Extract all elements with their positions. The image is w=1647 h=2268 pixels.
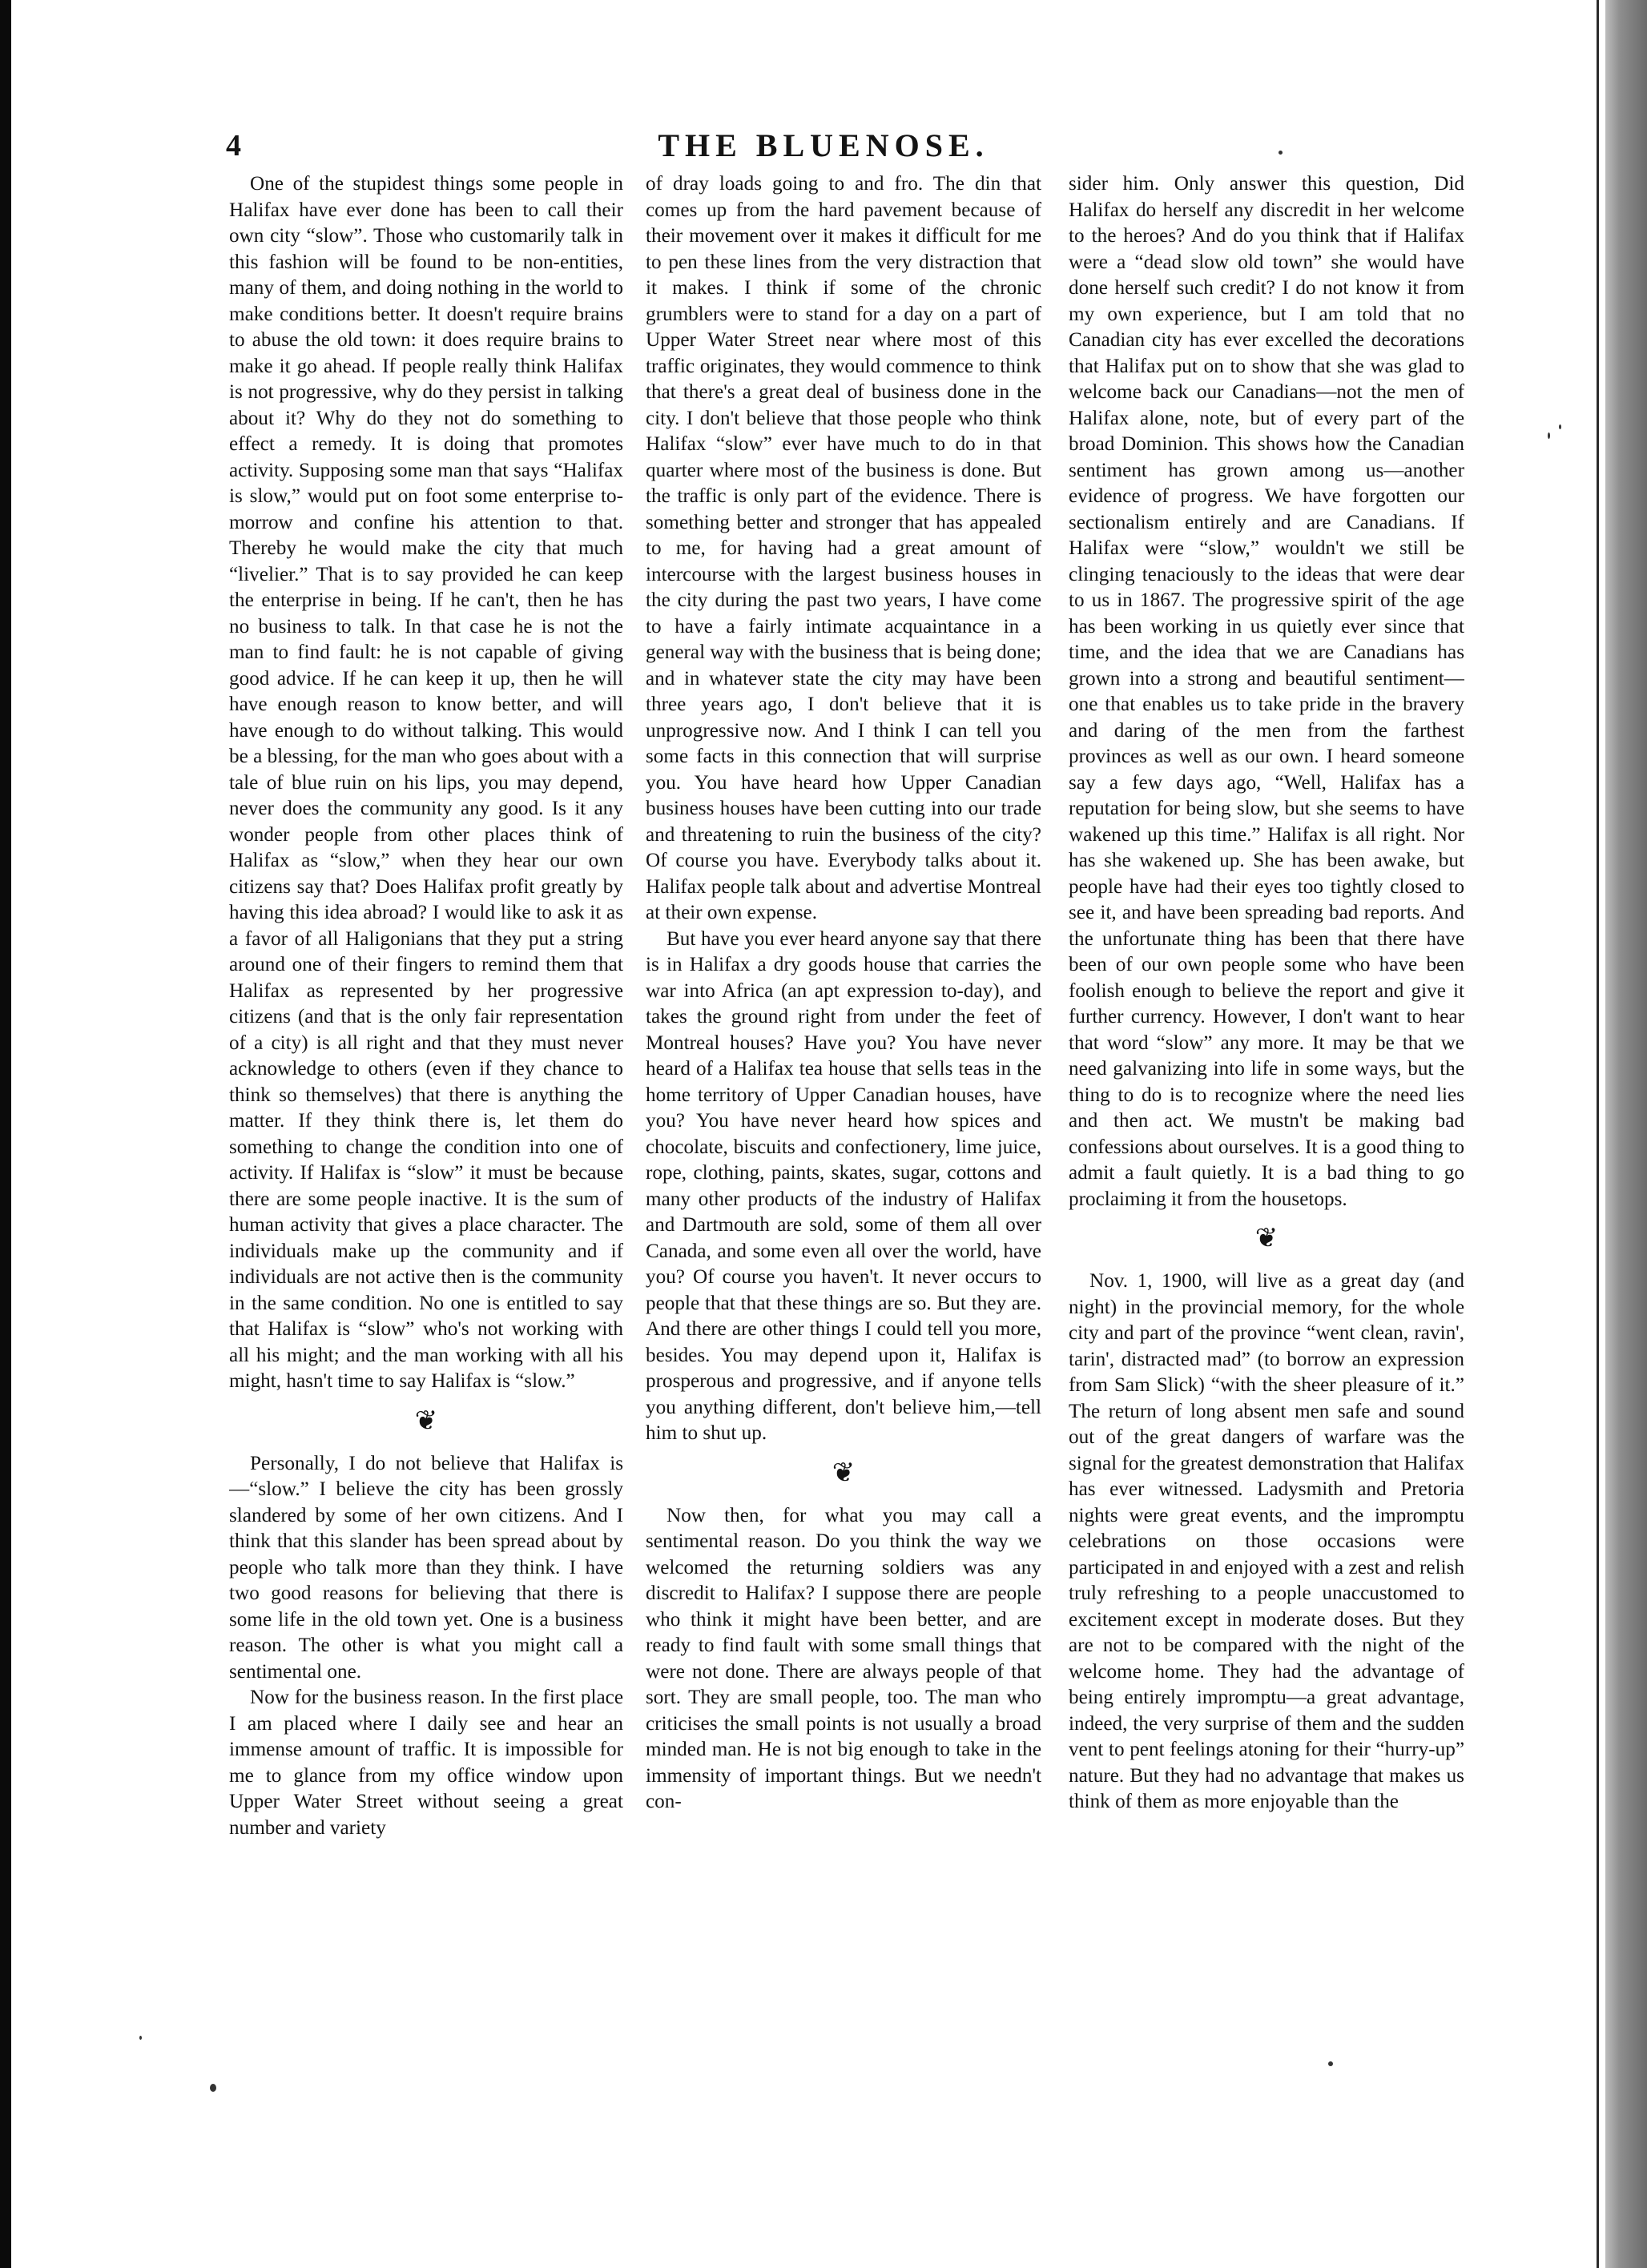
text-column-3 [1069,171,1464,2029]
text-column-2 [646,171,1041,2029]
section-ornament: ❦ [414,1405,438,1436]
paragraph: Personally, I do not believe that Halifax is—“slow.” I believe the city has been grossly slandered by some of her own citizens. And I think that this slander has been spread about by people who talk more than they think. I have two good reasons for believing that there is some life in the old town yet. One is a business reason. The other is what you might call a sentimental one. [229,1452,623,1683]
page-right-border [1597,0,1599,2268]
print-speck [1328,2061,1333,2066]
print-speck [139,2036,142,2040]
text-column-1 [229,171,623,2029]
paragraph: Now then, for what you may call a sentimental reason. Do you think the way we welcomed the returning soldiers was any discredit to Halifax? I suppose there are people who think it might have been better, and are ready to find fault with some small things that were not done. There are always people of that sort. They are small people, too. The man who criticises the small points is not usually a broad minded man. He is not big enough to take in the immensity of important things. But we needn't con- [646,1504,1041,1812]
paragraph: of dray loads going to and fro. The din that comes up from the hard pavement because of their movement over it makes it difficult for me to pen these lines from the very distraction that it makes. I think if some of the chronic grumblers were to stand for a day on a part of Upper Water Street near where most of this traffic originates, they would commence to think that there's a great deal of business done in the city. I don't believe that those people who think Halifax “slow” ever have much to do in that quarter where most of the business is done. But the traffic is only part of the evidence. There is something better and stronger that has appealed to me, for having had a great amount of intercourse with the largest business houses in the city during the past two years, I have come to have a fairly intimate acquaintance in a general way with the business that is being done; and in whatever state the city may have been three years ago, I don't believe that it is unprogressive now. And I think I can tell you some facts in this connection that will surprise you. You have heard how Upper Canadian business houses have been cutting into our trade and threatening to ruin the business of the city? Of course you have. Everybody talks about it. Halifax people talk about and advertise Montreal at their own expense. [646,173,1041,923]
print-speck [1548,432,1550,439]
print-speck [210,2084,216,2092]
section-ornament: ❦ [832,1458,856,1488]
paragraph: Now for the business reason. In the first place I am placed where I daily see and hear an immense amount of traffic. It is impossible for me to glance from my office window upon Upper Water Street without seeing a great number and variety [229,1687,623,1839]
print-speck [1279,151,1283,155]
paragraph: sider him. Only answer this question, Did Halifax do herself any discredit in her welcome to the heroes? And do you think that if Halifax were a “dead slow old town” she would have done herself such credit? I do not know it from my own experience, but I am told that no Canadian city has ever excelled the decorations that Halifax put on to show that she was glad to welcome back our Canadians—not the men of Halifax alone, note, but of every part of the broad Dominion. This shows how the Canadian sentiment has grown among us—another evidence of progress. We have forgotten our sectionalism entirely and are Canadians. If Halifax were “slow,” wouldn't we still be clinging tenaciously to the ideas that were dear to us in 1867. The progressive spirit of the age has been working in us quietly ever since that time, and the idea that we are Canadians has grown into a strong and beautiful sentiment—one that enables us to take pride in the bravery and daring of the men from the farthest provinces as well as our own. I heard someone say a few days ago, “Well, Halifax has a reputation for being slow, but she seems to have wakened up this time.” Halifax is all right. Nor has she wakened up. She has been awake, but people have had their eyes too tightly closed to see it, and have been spreading bad reports. And the unfortunate thing has been that there have been of our own people some who have been foolish enough to believe the report and give it further currency. However, I don't want to hear that word “slow” any more. It may be that we need galvanizing into life in some ways, but the thing to do is to recognize where the need lies and then act. We mustn't be making bad confessions about ourselves. It is a good thing to admit a fault quietly. It is a bad thing to go proclaiming it from the housetops. [1069,173,1464,1210]
page-number: 4 [226,129,241,163]
section-ornament: ❦ [1254,1224,1279,1253]
scan-right-edge [1605,0,1647,2268]
running-head-title: THE BLUENOSE. [658,127,989,163]
paragraph: But have you ever heard anyone say that there is in Halifax a dry goods house that carries the war into Africa (an apt expression to-day), and takes the ground right from under the feet of Montreal houses? Have you? You have never heard of a Halifax tea house that sells teas in the home territory of Upper Canadian houses, have you? You have never heard how spices and chocolate, biscuits and confectionery, lime juice, rope, clothing, paints, skates, sugar, cottons and many other products of the industry of Halifax and Dartmouth are sold, some of them all over Canada, and some even all over the world, have you? Of course you haven't. It never occurs to people that that these things are so. But they are. And there are other things I could tell you more, besides. You may depend upon it, Halifax is prosperous and progressive, and if anyone tells you anything different, don't believe him,—tell him to shut up. [646,927,1041,1444]
scan-left-edge [0,0,11,2268]
print-speck [1559,424,1561,429]
paragraph: One of the stupidest things some people in Halifax have ever done has been to call their own city “slow”. Those who customarily talk in this fashion will be found to be non-entities, many of them, and doing nothing in the world to make conditions better. It doesn't require brains to abuse the old town: it does require brains to make it go ahead. If people really think Halifax is not progressive, why do they persist in talking about it? Why do they not do something to effect a remedy. It is doing that promotes activity. Supposing some man that says “Halifax is slow,” would put on foot some enterprise to-morrow and confine his attention to that. Thereby he would make the city that much “livelier.” That is to say provided he can keep the enterprise in being. If he can't, then he has no business to talk. In that case he is not the man to find fault: he is not capable of giving good advice. If he can keep it up, then he will have enough reason to know better, and will have enough to do without talking. This would be a blessing, for the man who goes about with a tale of blue ruin on his lips, you may depend, never does the community any good. Is it any wonder people from other places think of Halifax as “slow,” when they hear our own citizens say that? Does Halifax profit greatly by having this idea abroad? I would like to ask it as a favor of all Haligonians that they put a string around one of their fingers to remind them that Halifax as represented by her progressive citizens (and that is the only fair representation of a city) is all right and that they must never acknowledge to others (even if they chance to think so themselves) that there is anything the matter. If they think there is, let them do something to change the condition into one of activity. If Halifax is “slow” it must be because there are some people inactive. It is the sum of human activity that gives a place character. The individuals make up the community and if individuals are not active then is the community in the same condition. No one is entitled to say that Halifax is “slow” who's not working with all his might; and the man working with all his might, hasn't time to say Halifax is “slow.” [229,173,623,1392]
paragraph: Nov. 1, 1900, will live as a great day (and night) in the provincial memory, for the whole city and part of the province “went clean, ravin', tarin', distracted mad” (to borrow an expression from Sam Slick) “with the sheer pleasure of it.” The return of long absent men safe and sound out of the great dangers of warfare was the signal for the greatest demonstration that Halifax has ever witnessed. Ladysmith and Pretoria nights were great events, and the impromptu celebrations on those occasions were participated in and enjoyed with a zest and relish truly refreshing to a people unaccustomed to excitement except in moderate doses. But they are not to be compared with the night of the welcome home. They had the advantage of being entirely impromptu—a great advantage, indeed, the very surprise of them and the sudden vent to pent feelings atoning for their “hurry-up” nature. But they had no advantage that makes us think of them as more enjoyable than the [1069,1270,1464,1812]
